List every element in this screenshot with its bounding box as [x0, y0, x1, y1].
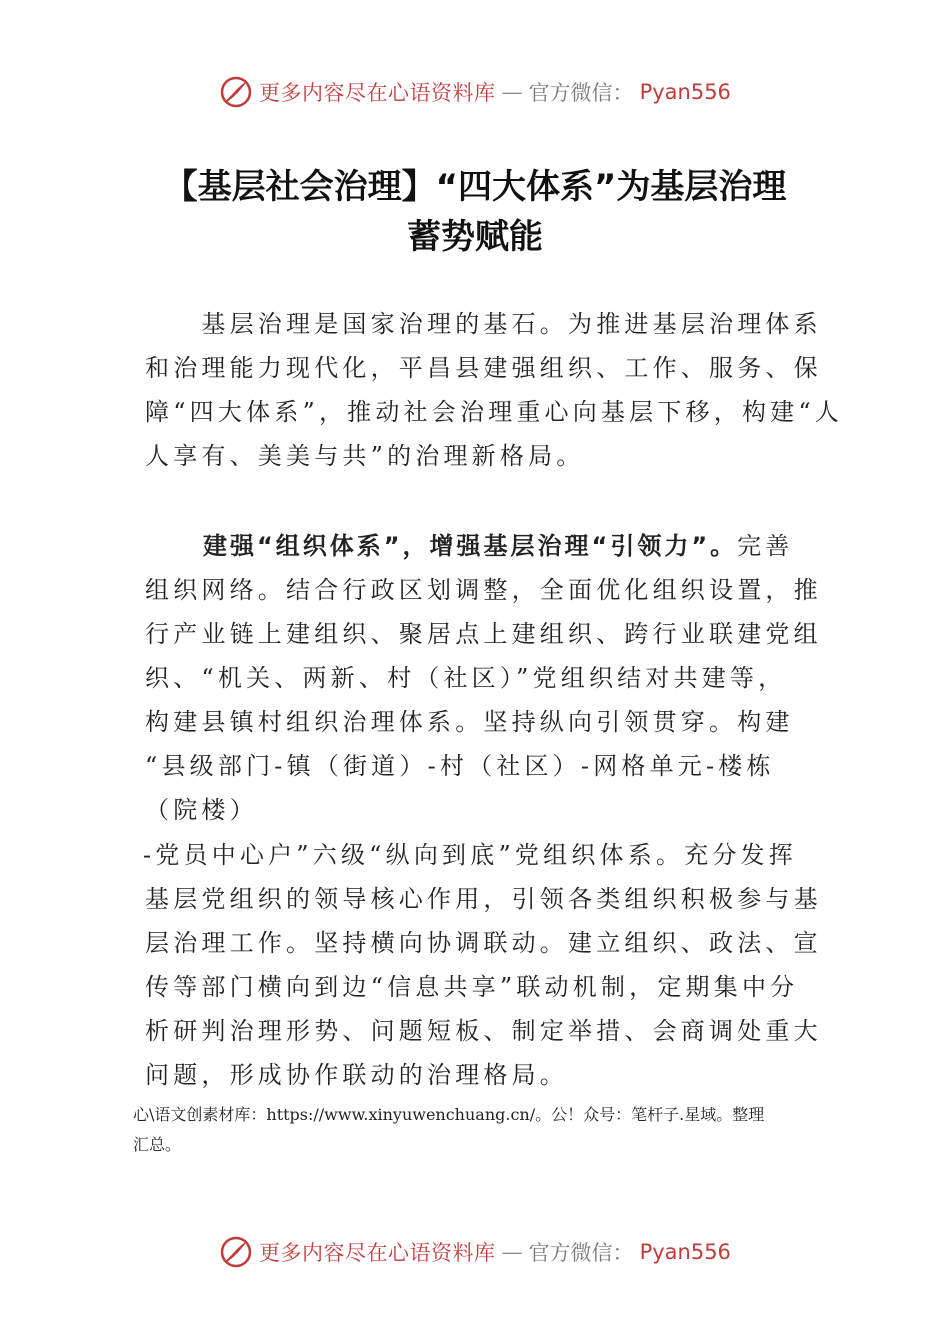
page-title-line-2: 蓄势赋能 — [407, 217, 543, 257]
banner-text: 更多内容尽在心语资料库 — [259, 81, 496, 105]
banner-wechat-id: Pyan556 — [639, 1240, 731, 1264]
banner-separator: — — [501, 1240, 523, 1264]
paragraph-2-line: 构建县镇村组织治理体系。坚持纵向引领贯穿。构建 — [145, 708, 794, 736]
paragraph-2-line: 行产业链上建组织、聚居点上建组织、跨行业联建党组 — [145, 620, 822, 648]
banner-text: 更多内容尽在心语资料库 — [259, 1241, 496, 1265]
paragraph-2-line: 组织网络。结合行政区划调整，全面优化组织设置，推 — [145, 576, 822, 604]
footer-banner — [0, 1232, 950, 1272]
header-banner — [0, 72, 950, 112]
banner-separator: — — [501, 80, 523, 104]
banner-wechat-label: 官方微信： — [528, 81, 634, 105]
banner-wechat-id: Pyan556 — [639, 80, 731, 104]
paragraph-2-line: 层治理工作。坚持横向协调联动。建立组织、政法、宣 — [145, 929, 822, 957]
paragraph-2-line: 基层党组织的领导核心作用，引领各类组织积极参与基 — [145, 885, 822, 913]
paragraph-1-line: 和治理能力现代化，平昌县建强组织、工作、服务、保 — [145, 354, 822, 382]
paragraph-2-line: 问题，形成协作联动的治理格局。 — [145, 1061, 568, 1089]
paragraph-2-line: 传等部门横向到边“信息共享”联动机制，定期集中分 — [145, 973, 799, 1001]
source-footnote-line-1: 心\语文创素材库：https://www.xinyuwenchuang.cn/。公！众号：笔杆子.星域。整理 — [133, 1105, 765, 1124]
banner-wechat-label: 官方微信： — [528, 1241, 634, 1265]
paragraph-1-line: 障“四大体系”，推动社会治理重心向基层下移，构建“人 — [145, 398, 844, 426]
paragraph-2-lead-heading: 建强“组织体系”，增强基层治理“引领力”。 — [203, 532, 738, 560]
source-footnote-line-2: 汇总。 — [133, 1135, 182, 1154]
paragraph-2-lead-rest: 完善 — [737, 532, 794, 560]
paragraph-2-line: 析研判治理形势、问题短板、制定举措、会商调处重大 — [145, 1017, 822, 1045]
paragraph-1-line: 基层治理是国家治理的基石。为推进基层治理体系 — [145, 310, 822, 338]
paragraph-2-line: “县级部门-镇（街道）-村（社区）-网格单元-楼栋 — [145, 752, 775, 780]
paragraph-2-line: （院楼） — [145, 796, 258, 824]
quill-logo-icon — [219, 1235, 253, 1269]
quill-logo-icon — [219, 75, 253, 109]
paragraph-2-line: -党员中心户”六级“纵向到底”党组织体系。充分发挥 — [143, 841, 797, 869]
paragraph-2-line: 织、“机关、两新、村（社区）”党组织结对共建等， — [145, 664, 787, 692]
paragraph-2-lead — [203, 531, 813, 561]
paragraph-1-line: 人享有、美美与共”的治理新格局。 — [145, 442, 585, 470]
page-title-line-1: 【基层社会治理】“四大体系”为基层治理 — [163, 167, 787, 207]
